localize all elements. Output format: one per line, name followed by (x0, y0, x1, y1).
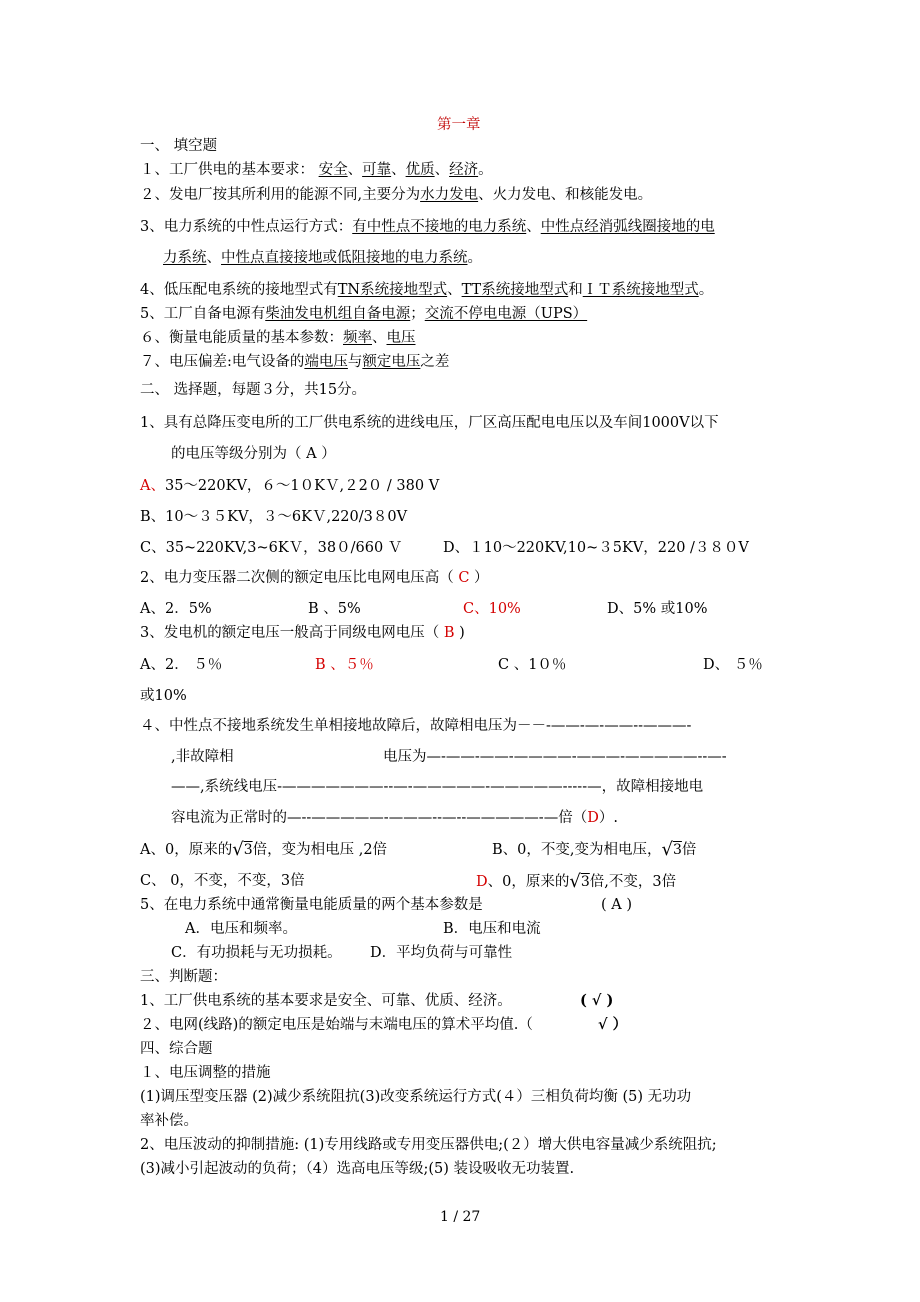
option-text: 倍,不变，3倍 (589, 874, 677, 890)
choice-1-option-b: B、10～３５KV，３～6KＶ,220/3８0V (140, 509, 408, 525)
option-text: A、0，原来的 (140, 842, 233, 858)
question-text: ６、衡量电能质量的基本参数： (140, 330, 343, 346)
answer-blank: 频率 (343, 330, 372, 346)
answer-letter: B (443, 625, 455, 641)
option-text: B、0，不变,变为相电压， (492, 842, 662, 858)
answer-letter: D (587, 810, 599, 826)
choice-5-option-a: A．电压和频率。 (185, 921, 297, 937)
answer-blank: 有中性点不接地的电力系统 (352, 219, 527, 235)
separator: 与 (347, 354, 363, 370)
answer-blank: 经济 (449, 162, 479, 178)
separator: 、 (391, 162, 406, 178)
question-text: 2、电力变压器二次侧的额定电压比电网电压高（ (140, 570, 459, 586)
choice-question-5: 5、在电力系统中通常衡量电能质量的两个基本参数是 (140, 897, 483, 913)
question-text: ） (316, 446, 336, 462)
fill-question-4 (140, 281, 713, 299)
question-text: ) (454, 625, 465, 641)
answer-letter: C (458, 570, 470, 586)
section-comprehensive-heading: 四、综合题 (140, 1041, 213, 1057)
answer-blank: 安全 (318, 162, 348, 178)
separator: 、 (434, 162, 450, 178)
question-text: １、工厂供电的基本要求： (140, 162, 319, 178)
judgement-2-mark: √ ） (598, 1016, 628, 1033)
option-text: 35～220KV，６～1０KＶ,２2０ / 380 V (164, 478, 440, 494)
question-end: 。 (698, 282, 714, 298)
separator: 、 (526, 219, 541, 235)
chapter-title: 第一章 (437, 117, 481, 133)
question-text: ）. (598, 810, 618, 826)
radicand: 3 (580, 874, 590, 890)
choice-3-option-d-cont: 或10% (140, 688, 187, 704)
choice-question-4-line2b: 电压为—-——-——-————-———-—————--—- (383, 749, 727, 765)
fill-question-6 (140, 329, 416, 347)
question-end: 。 (467, 250, 482, 266)
choice-5-option-d: D．平均负荷与可靠性 (370, 945, 513, 961)
answer-blank: 交流不停电电源（UPS） (424, 306, 588, 322)
radicand: 3 (672, 842, 682, 858)
answer-blank: 端电压 (304, 354, 348, 370)
choice-5-option-c: C．有功损耗与无功损耗。 (171, 945, 342, 961)
sqrt-icon: √ (569, 871, 581, 892)
section-fill-in-heading: 一、 填空题 (140, 138, 218, 154)
question-text: 3、发电机的额定电压一般高于同级电网电压（ (140, 625, 444, 641)
choice-question-1-line1: 1、具有总降压变电所的工厂供电系统的进线电压，厂区高压配电电压以及车间1000V以下 (140, 415, 719, 431)
separator: 、 (347, 162, 363, 178)
answer-blank: TT系统接地型式 (461, 282, 569, 298)
option-text: 、0，原来的 (487, 874, 570, 890)
question-text: ７、电压偏差:电气设备的 (140, 354, 305, 370)
answer-blank: 中性点直接接地或低阻接地的电力系统 (221, 250, 468, 266)
option-text: 倍 (681, 842, 697, 858)
question-end: 之差 (420, 354, 450, 370)
answer-blank: TN系统接地型式 (337, 282, 448, 298)
choice-2-option-b: B 、5% (308, 601, 361, 617)
answer-blank: 柴油发电机组自备电源 (265, 306, 411, 322)
question-text: 容电流为正常时的—--—————-———--—--—————-—倍（ (171, 810, 588, 826)
question-text: ） (469, 570, 489, 586)
choice-4-option-b (492, 840, 696, 859)
question-text: 3、电力系统的中性点运行方式： (140, 219, 353, 235)
choice-1-option-d: D、１10～220KV,10~３5KV，220 /３８０V (443, 540, 749, 556)
answer-blank: 可靠 (362, 162, 392, 178)
choice-question-3 (140, 624, 465, 642)
comprehensive-question-1-title: １、电压调整的措施 (140, 1065, 271, 1081)
choice-question-1-line2 (171, 445, 336, 463)
choice-question-4-line3: ——,系统线电压-———————--—-—————-—————-----—，故障相接地电 (171, 779, 704, 795)
fill-question-7 (140, 353, 449, 371)
question-text: ２、发电厂按其所利用的能源不同,主要分为 (140, 187, 421, 203)
answer-blank: 力系统 (163, 250, 207, 266)
answer-blank: 中性点经消弧线圈接地的电 (540, 219, 715, 235)
judgement-question-2: ２、电网(线路)的额定电压是始端与末端电压的算术平均值.（ (140, 1017, 533, 1033)
comprehensive-question-1-line1: (1)调压型变压器 (2)减少系统阻抗(3)改变系统运行方式(４）三相负荷均衡 (5) 无功功 (140, 1089, 692, 1105)
page-number: 1 / 27 (440, 1209, 481, 1225)
choice-question-4-line1: ４、中性点不接地系统发生单相接地故障后，故障相电压为－－-——-—-——--———- (140, 718, 692, 734)
separator: 和 (568, 282, 583, 298)
fill-question-1 (140, 161, 493, 179)
answer-letter: A (306, 446, 317, 462)
choice-2-option-d: D、5% 或10% (607, 601, 708, 617)
choice-2-option-a: A、2．5% (140, 601, 212, 617)
separator: ； (410, 306, 425, 322)
choice-5-answer: ( A ) (601, 897, 633, 913)
correct-option-label: A、 (140, 478, 165, 494)
question-end: 。 (478, 162, 493, 178)
section-choice-heading: 二、 选择题，每题３分，共15分。 (140, 382, 367, 398)
section-judgement-heading: 三、判断题： (140, 969, 227, 985)
choice-question-4-line4 (171, 809, 618, 827)
fill-question-3 (140, 218, 715, 236)
question-text: 4、低压配电系统的接地型式有 (140, 282, 338, 298)
correct-option-label: D (476, 874, 488, 890)
choice-question-2 (140, 569, 489, 587)
radicand: 3 (243, 842, 253, 858)
answer-blank: 额定电压 (362, 354, 421, 370)
choice-4-option-a (140, 840, 387, 859)
answer-blank: ＩＴ系统接地型式 (582, 282, 699, 298)
answer-blank: 水力发电 (420, 187, 479, 203)
comprehensive-question-2-line1: 2、电压波动的抑制措施: (1)专用线路或专用变压器供电;(２）增大供电容量减少系统阻抗; (140, 1137, 717, 1153)
fill-question-2 (140, 186, 652, 204)
comprehensive-question-1-line2: 率补偿。 (140, 1113, 198, 1129)
judgement-question-1: 1、工厂供电系统的基本要求是安全、可靠、优质、经济。 (140, 993, 512, 1009)
choice-1-option-a (140, 477, 439, 495)
choice-2-option-c: C、10% (463, 601, 521, 617)
separator: 、 (372, 330, 387, 346)
choice-3-option-c: C 、1０％ (498, 657, 567, 673)
choice-3-option-b: B 、５％ (315, 657, 374, 673)
fill-question-3-cont (163, 249, 482, 267)
choice-5-option-b: B．电压和电流 (443, 921, 541, 937)
answer-blank: 电压 (386, 330, 416, 346)
judgement-1-mark: ( √ ) (580, 992, 614, 1009)
answer-blank: 优质 (405, 162, 435, 178)
choice-question-4-line2a: ,非故障相 (171, 749, 234, 765)
choice-4-option-d (476, 872, 676, 891)
separator: 、 (447, 282, 462, 298)
separator: 、 (206, 250, 221, 266)
choice-3-option-d: D、 ５％ (703, 657, 763, 673)
choice-4-option-c: C、 0，不变，不变，3倍 (140, 873, 305, 889)
option-text: 倍，变为相电压 ,2倍 (252, 842, 388, 858)
sqrt-icon: √ (661, 839, 673, 860)
sqrt-icon: √ (232, 839, 244, 860)
question-text: 的电压等级分别为（ (171, 446, 307, 462)
question-text: 、火力发电、和核能发电。 (478, 187, 653, 203)
comprehensive-question-2-line2: (3)减小引起波动的负荷；（4）选高电压等级;(5) 装设吸收无功装置. (140, 1161, 575, 1177)
fill-question-5 (140, 305, 587, 323)
question-text: 5、工厂自备电源有 (140, 306, 266, 322)
choice-3-option-a: A、2． ５％ (140, 657, 223, 673)
choice-1-option-c: C、35~220KV,3~6KＶ，38０/660 Ｖ (140, 540, 403, 556)
